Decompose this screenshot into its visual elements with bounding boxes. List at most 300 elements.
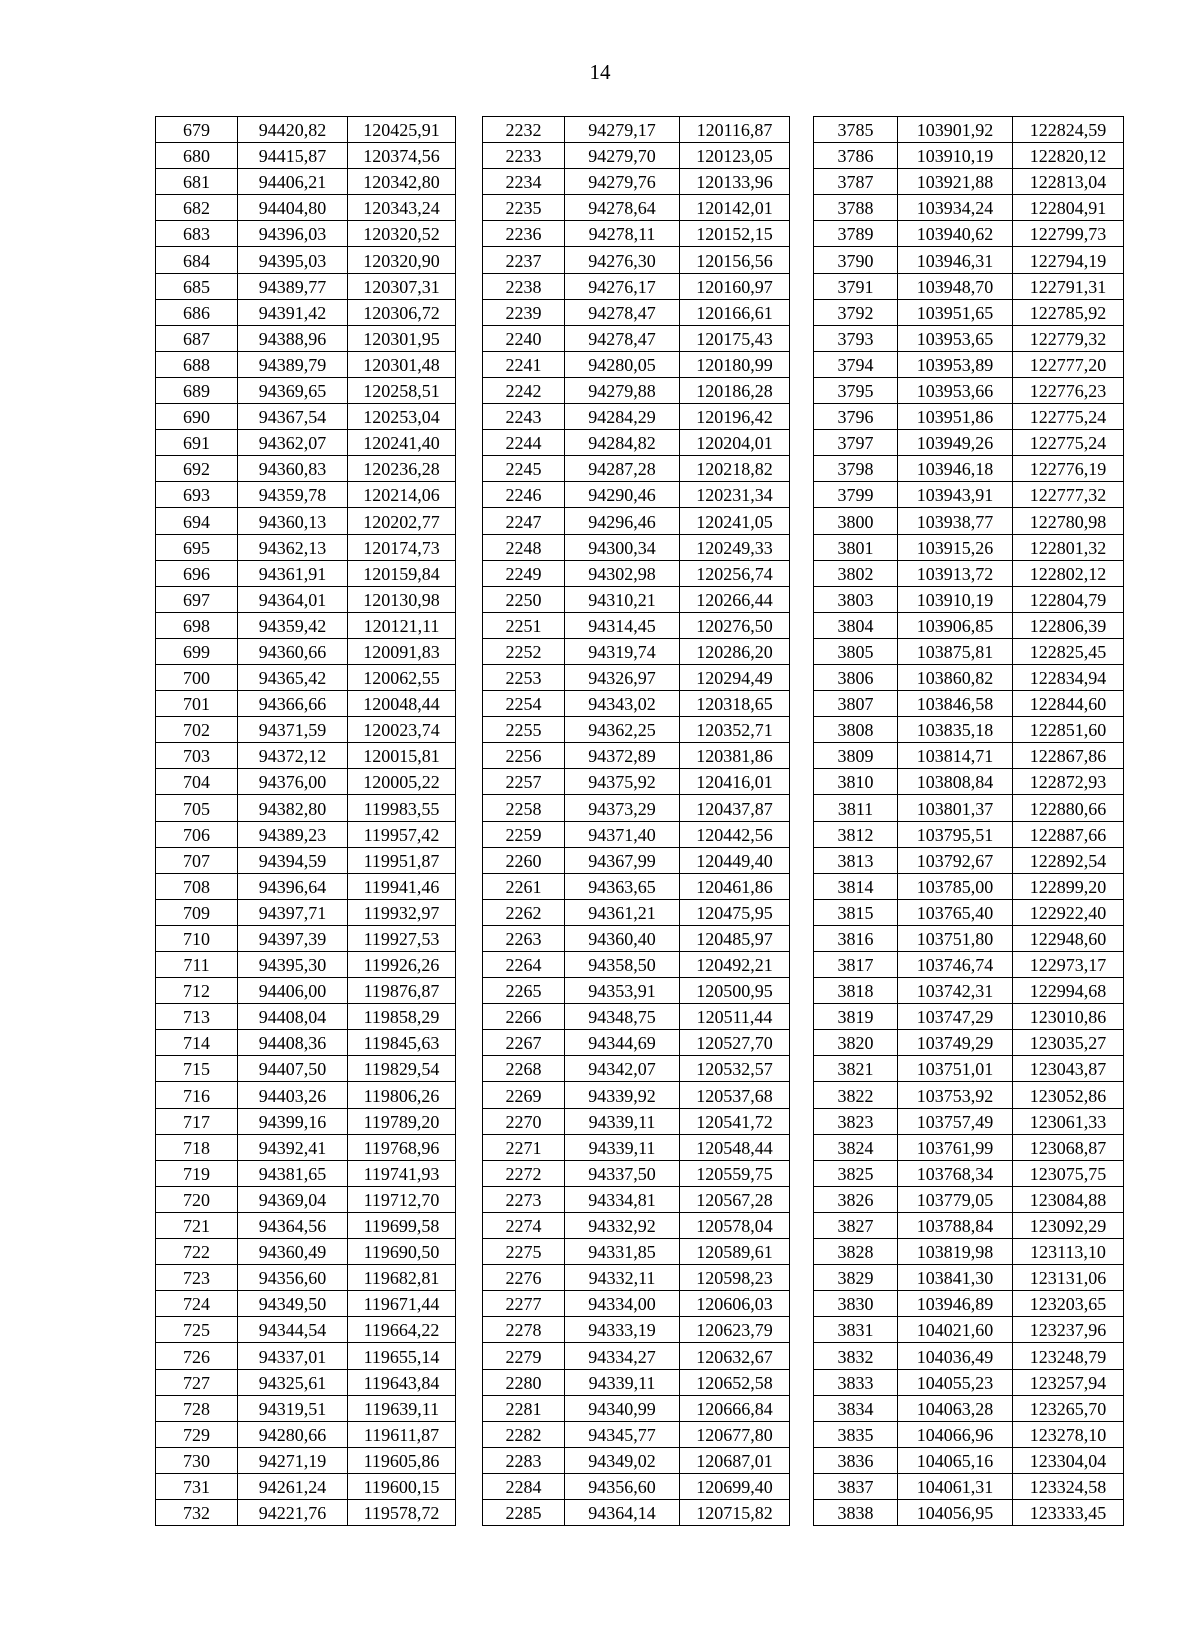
table-row [156,1395,456,1421]
table-row [156,795,456,821]
table-row [814,404,1124,430]
y-coordinate-cell: 119927,53 [348,925,456,951]
point-number-cell: 727 [156,1369,238,1395]
y-coordinate-cell: 122776,19 [1013,456,1124,482]
table-row [156,1421,456,1447]
point-number-cell: 2242 [483,377,565,403]
y-coordinate-cell: 120320,52 [348,221,456,247]
table-row [483,1343,790,1369]
point-number-cell: 689 [156,377,238,403]
y-coordinate-cell: 122806,39 [1013,612,1124,638]
y-coordinate-cell: 122801,32 [1013,534,1124,560]
point-number-cell: 2269 [483,1082,565,1108]
point-number-cell: 680 [156,143,238,169]
table-row [483,899,790,925]
point-number-cell: 3822 [814,1082,898,1108]
point-number-cell: 707 [156,847,238,873]
y-coordinate-cell: 120666,84 [680,1395,790,1421]
y-coordinate-cell: 120015,81 [348,743,456,769]
x-coordinate-cell: 94314,45 [565,612,680,638]
table-row [156,1369,456,1395]
y-coordinate-cell: 123068,87 [1013,1134,1124,1160]
table-row [814,273,1124,299]
coordinates-table-3 [813,116,1124,1526]
point-number-cell: 3813 [814,847,898,873]
table-row [814,117,1124,143]
y-coordinate-cell: 119643,84 [348,1369,456,1395]
table-row [483,1499,790,1525]
table-row [483,377,790,403]
point-number-cell: 3833 [814,1369,898,1395]
y-coordinate-cell: 123237,96 [1013,1317,1124,1343]
x-coordinate-cell: 94279,70 [565,143,680,169]
y-coordinate-cell: 120598,23 [680,1265,790,1291]
x-coordinate-cell: 94381,65 [238,1160,348,1186]
x-coordinate-cell: 103946,89 [898,1291,1013,1317]
table-row [483,769,790,795]
y-coordinate-cell: 120559,75 [680,1160,790,1186]
x-coordinate-cell: 94334,00 [565,1291,680,1317]
y-coordinate-cell: 119926,26 [348,952,456,978]
point-number-cell: 3817 [814,952,898,978]
x-coordinate-cell: 94364,14 [565,1499,680,1525]
point-number-cell: 2259 [483,821,565,847]
x-coordinate-cell: 94333,19 [565,1317,680,1343]
coordinates-table-body [483,117,790,1526]
table-row [156,221,456,247]
x-coordinate-cell: 103751,80 [898,925,1013,951]
y-coordinate-cell: 120475,95 [680,899,790,925]
table-row [483,1473,790,1499]
table-row [483,1186,790,1212]
y-coordinate-cell: 120276,50 [680,612,790,638]
point-number-cell: 731 [156,1473,238,1499]
table-row [156,299,456,325]
x-coordinate-cell: 94287,28 [565,456,680,482]
y-coordinate-cell: 120256,74 [680,560,790,586]
y-coordinate-cell: 120541,72 [680,1108,790,1134]
table-row [814,169,1124,195]
x-coordinate-cell: 94382,80 [238,795,348,821]
table-row [814,508,1124,534]
x-coordinate-cell: 94332,92 [565,1212,680,1238]
x-coordinate-cell: 94276,30 [565,247,680,273]
point-number-cell: 3796 [814,404,898,430]
table-row [156,1239,456,1265]
y-coordinate-cell: 120130,98 [348,586,456,612]
y-coordinate-cell: 122813,04 [1013,169,1124,195]
y-coordinate-cell: 120236,28 [348,456,456,482]
x-coordinate-cell: 94339,11 [565,1134,680,1160]
x-coordinate-cell: 94278,47 [565,325,680,351]
x-coordinate-cell: 94356,60 [238,1265,348,1291]
y-coordinate-cell: 120461,86 [680,873,790,899]
y-coordinate-cell: 120214,06 [348,482,456,508]
point-number-cell: 2262 [483,899,565,925]
coordinates-table-body [814,117,1124,1526]
y-coordinate-cell: 119876,87 [348,978,456,1004]
point-number-cell: 2240 [483,325,565,351]
x-coordinate-cell: 94396,64 [238,873,348,899]
x-coordinate-cell: 94396,03 [238,221,348,247]
point-number-cell: 709 [156,899,238,925]
table-row [814,1082,1124,1108]
y-coordinate-cell: 122834,94 [1013,664,1124,690]
y-coordinate-cell: 119655,14 [348,1343,456,1369]
table-row [483,299,790,325]
x-coordinate-cell: 94339,11 [565,1108,680,1134]
x-coordinate-cell: 94371,59 [238,717,348,743]
point-number-cell: 697 [156,586,238,612]
y-coordinate-cell: 120005,22 [348,769,456,795]
table-row [156,1030,456,1056]
point-number-cell: 3804 [814,612,898,638]
x-coordinate-cell: 94280,66 [238,1421,348,1447]
x-coordinate-cell: 103746,74 [898,952,1013,978]
point-number-cell: 3818 [814,978,898,1004]
x-coordinate-cell: 94356,60 [565,1473,680,1499]
table-row [156,1473,456,1499]
x-coordinate-cell: 94406,21 [238,169,348,195]
point-number-cell: 2253 [483,664,565,690]
table-row [814,221,1124,247]
table-row [156,1004,456,1030]
point-number-cell: 3831 [814,1317,898,1343]
table-row [156,247,456,273]
y-coordinate-cell: 122973,17 [1013,952,1124,978]
table-row [483,1160,790,1186]
x-coordinate-cell: 94395,03 [238,247,348,273]
point-number-cell: 721 [156,1212,238,1238]
x-coordinate-cell: 103875,81 [898,638,1013,664]
table-row [814,1473,1124,1499]
point-number-cell: 710 [156,925,238,951]
table-row [483,404,790,430]
y-coordinate-cell: 122802,12 [1013,560,1124,586]
y-coordinate-cell: 120294,49 [680,664,790,690]
point-number-cell: 2272 [483,1160,565,1186]
point-number-cell: 2234 [483,169,565,195]
table-row [814,847,1124,873]
y-coordinate-cell: 119699,58 [348,1212,456,1238]
y-coordinate-cell: 119829,54 [348,1056,456,1082]
x-coordinate-cell: 94340,99 [565,1395,680,1421]
point-number-cell: 2246 [483,482,565,508]
x-coordinate-cell: 94392,41 [238,1134,348,1160]
x-coordinate-cell: 103913,72 [898,560,1013,586]
table-row [483,743,790,769]
point-number-cell: 2238 [483,273,565,299]
x-coordinate-cell: 103915,26 [898,534,1013,560]
y-coordinate-cell: 120202,77 [348,508,456,534]
y-coordinate-cell: 120307,31 [348,273,456,299]
x-coordinate-cell: 94362,07 [238,430,348,456]
y-coordinate-cell: 120023,74 [348,717,456,743]
point-number-cell: 3787 [814,169,898,195]
y-coordinate-cell: 120306,72 [348,299,456,325]
x-coordinate-cell: 94389,23 [238,821,348,847]
y-coordinate-cell: 122776,23 [1013,377,1124,403]
point-number-cell: 681 [156,169,238,195]
table-row [814,925,1124,951]
table-row [156,717,456,743]
x-coordinate-cell: 94360,66 [238,638,348,664]
table-row [483,1395,790,1421]
table-row [156,1056,456,1082]
point-number-cell: 728 [156,1395,238,1421]
y-coordinate-cell: 120589,61 [680,1239,790,1265]
table-row [483,795,790,821]
point-number-cell: 3793 [814,325,898,351]
y-coordinate-cell: 122799,73 [1013,221,1124,247]
y-coordinate-cell: 122779,32 [1013,325,1124,351]
y-coordinate-cell: 122851,60 [1013,717,1124,743]
x-coordinate-cell: 94365,42 [238,664,348,690]
x-coordinate-cell: 94221,76 [238,1499,348,1525]
point-number-cell: 3814 [814,873,898,899]
point-number-cell: 3809 [814,743,898,769]
point-number-cell: 687 [156,325,238,351]
table-row [483,351,790,377]
point-number-cell: 712 [156,978,238,1004]
point-number-cell: 691 [156,430,238,456]
point-number-cell: 3827 [814,1212,898,1238]
y-coordinate-cell: 120437,87 [680,795,790,821]
point-number-cell: 2250 [483,586,565,612]
x-coordinate-cell: 94406,00 [238,978,348,1004]
y-coordinate-cell: 120442,56 [680,821,790,847]
x-coordinate-cell: 94348,75 [565,1004,680,1030]
table-row [483,1056,790,1082]
x-coordinate-cell: 103906,85 [898,612,1013,638]
table-row [483,978,790,1004]
x-coordinate-cell: 94296,46 [565,508,680,534]
y-coordinate-cell: 119639,11 [348,1395,456,1421]
point-number-cell: 2256 [483,743,565,769]
table-row [483,1369,790,1395]
y-coordinate-cell: 120218,82 [680,456,790,482]
point-number-cell: 3816 [814,925,898,951]
table-row [483,143,790,169]
y-coordinate-cell: 120578,04 [680,1212,790,1238]
x-coordinate-cell: 103951,65 [898,299,1013,325]
x-coordinate-cell: 103742,31 [898,978,1013,1004]
x-coordinate-cell: 94278,64 [565,195,680,221]
table-row [483,1212,790,1238]
y-coordinate-cell: 120416,01 [680,769,790,795]
point-number-cell: 3820 [814,1030,898,1056]
point-number-cell: 2285 [483,1499,565,1525]
y-coordinate-cell: 120492,21 [680,952,790,978]
x-coordinate-cell: 103801,37 [898,795,1013,821]
y-coordinate-cell: 120048,44 [348,691,456,717]
point-number-cell: 3800 [814,508,898,534]
point-number-cell: 690 [156,404,238,430]
x-coordinate-cell: 103953,89 [898,351,1013,377]
x-coordinate-cell: 103948,70 [898,273,1013,299]
y-coordinate-cell: 120699,40 [680,1473,790,1499]
point-number-cell: 3792 [814,299,898,325]
point-number-cell: 730 [156,1447,238,1473]
table-row [483,586,790,612]
table-row [814,873,1124,899]
table-row [483,247,790,273]
table-row [156,1160,456,1186]
point-number-cell: 3797 [814,430,898,456]
point-number-cell: 2241 [483,351,565,377]
table-row [814,1395,1124,1421]
table-row [483,1317,790,1343]
point-number-cell: 2251 [483,612,565,638]
point-number-cell: 3821 [814,1056,898,1082]
y-coordinate-cell: 120623,79 [680,1317,790,1343]
y-coordinate-cell: 122824,59 [1013,117,1124,143]
y-coordinate-cell: 123084,88 [1013,1186,1124,1212]
y-coordinate-cell: 123113,10 [1013,1239,1124,1265]
y-coordinate-cell: 120320,90 [348,247,456,273]
x-coordinate-cell: 94349,50 [238,1291,348,1317]
table-row [814,717,1124,743]
y-coordinate-cell: 120687,01 [680,1447,790,1473]
table-row [483,1421,790,1447]
y-coordinate-cell: 123010,86 [1013,1004,1124,1030]
point-number-cell: 3799 [814,482,898,508]
table-row [483,691,790,717]
x-coordinate-cell: 103788,84 [898,1212,1013,1238]
y-coordinate-cell: 119605,86 [348,1447,456,1473]
table-row [483,1004,790,1030]
y-coordinate-cell: 119664,22 [348,1317,456,1343]
table-row [814,325,1124,351]
x-coordinate-cell: 103792,67 [898,847,1013,873]
x-coordinate-cell: 94364,01 [238,586,348,612]
y-coordinate-cell: 122899,20 [1013,873,1124,899]
x-coordinate-cell: 94339,11 [565,1369,680,1395]
x-coordinate-cell: 94302,98 [565,560,680,586]
y-coordinate-cell: 120241,05 [680,508,790,534]
point-number-cell: 2243 [483,404,565,430]
point-number-cell: 708 [156,873,238,899]
point-number-cell: 3807 [814,691,898,717]
x-coordinate-cell: 94345,77 [565,1421,680,1447]
point-number-cell: 2280 [483,1369,565,1395]
y-coordinate-cell: 123304,04 [1013,1447,1124,1473]
coordinates-table-2 [482,116,790,1526]
y-coordinate-cell: 119941,46 [348,873,456,899]
x-coordinate-cell: 103938,77 [898,508,1013,534]
y-coordinate-cell: 120343,24 [348,195,456,221]
point-number-cell: 2266 [483,1004,565,1030]
point-number-cell: 701 [156,691,238,717]
table-row [156,1343,456,1369]
x-coordinate-cell: 94334,27 [565,1343,680,1369]
y-coordinate-cell: 120159,84 [348,560,456,586]
y-coordinate-cell: 120342,80 [348,169,456,195]
point-number-cell: 2281 [483,1395,565,1421]
x-coordinate-cell: 103749,29 [898,1030,1013,1056]
x-coordinate-cell: 103768,34 [898,1160,1013,1186]
table-row [483,1108,790,1134]
point-number-cell: 3837 [814,1473,898,1499]
y-coordinate-cell: 120532,57 [680,1056,790,1082]
x-coordinate-cell: 94371,40 [565,821,680,847]
point-number-cell: 2284 [483,1473,565,1499]
table-row [156,430,456,456]
table-row [814,351,1124,377]
x-coordinate-cell: 103835,18 [898,717,1013,743]
y-coordinate-cell: 120606,03 [680,1291,790,1317]
y-coordinate-cell: 122880,66 [1013,795,1124,821]
x-coordinate-cell: 94373,29 [565,795,680,821]
y-coordinate-cell: 119845,63 [348,1030,456,1056]
y-coordinate-cell: 122872,93 [1013,769,1124,795]
x-coordinate-cell: 103765,40 [898,899,1013,925]
table-row [814,247,1124,273]
point-number-cell: 685 [156,273,238,299]
table-row [156,195,456,221]
point-number-cell: 3826 [814,1186,898,1212]
point-number-cell: 3790 [814,247,898,273]
table-row [156,508,456,534]
x-coordinate-cell: 94284,29 [565,404,680,430]
x-coordinate-cell: 94366,66 [238,691,348,717]
y-coordinate-cell: 123092,29 [1013,1212,1124,1238]
table-row [814,456,1124,482]
point-number-cell: 3832 [814,1343,898,1369]
x-coordinate-cell: 94361,91 [238,560,348,586]
table-row [483,1265,790,1291]
y-coordinate-cell: 120156,56 [680,247,790,273]
x-coordinate-cell: 94342,07 [565,1056,680,1082]
y-coordinate-cell: 122922,40 [1013,899,1124,925]
table-row [814,691,1124,717]
table-row [483,1082,790,1108]
x-coordinate-cell: 103785,00 [898,873,1013,899]
x-coordinate-cell: 103953,65 [898,325,1013,351]
point-number-cell: 2244 [483,430,565,456]
point-number-cell: 713 [156,1004,238,1030]
table-row [814,482,1124,508]
point-number-cell: 719 [156,1160,238,1186]
y-coordinate-cell: 119932,97 [348,899,456,925]
table-row [814,978,1124,1004]
table-row [483,1030,790,1056]
table-row [814,1108,1124,1134]
x-coordinate-cell: 103946,18 [898,456,1013,482]
y-coordinate-cell: 119789,20 [348,1108,456,1134]
y-coordinate-cell: 119671,44 [348,1291,456,1317]
x-coordinate-cell: 103808,84 [898,769,1013,795]
y-coordinate-cell: 123203,65 [1013,1291,1124,1317]
x-coordinate-cell: 94362,25 [565,717,680,743]
y-coordinate-cell: 120174,73 [348,534,456,560]
x-coordinate-cell: 94362,13 [238,534,348,560]
table-row [156,1447,456,1473]
point-number-cell: 3795 [814,377,898,403]
x-coordinate-cell: 103779,05 [898,1186,1013,1212]
y-coordinate-cell: 120511,44 [680,1004,790,1030]
table-row [814,1160,1124,1186]
x-coordinate-cell: 94397,39 [238,925,348,951]
table-row [814,534,1124,560]
point-number-cell: 699 [156,638,238,664]
point-number-cell: 3829 [814,1265,898,1291]
table-row [814,1239,1124,1265]
x-coordinate-cell: 94353,91 [565,978,680,1004]
point-number-cell: 695 [156,534,238,560]
x-coordinate-cell: 94372,12 [238,743,348,769]
point-number-cell: 2239 [483,299,565,325]
